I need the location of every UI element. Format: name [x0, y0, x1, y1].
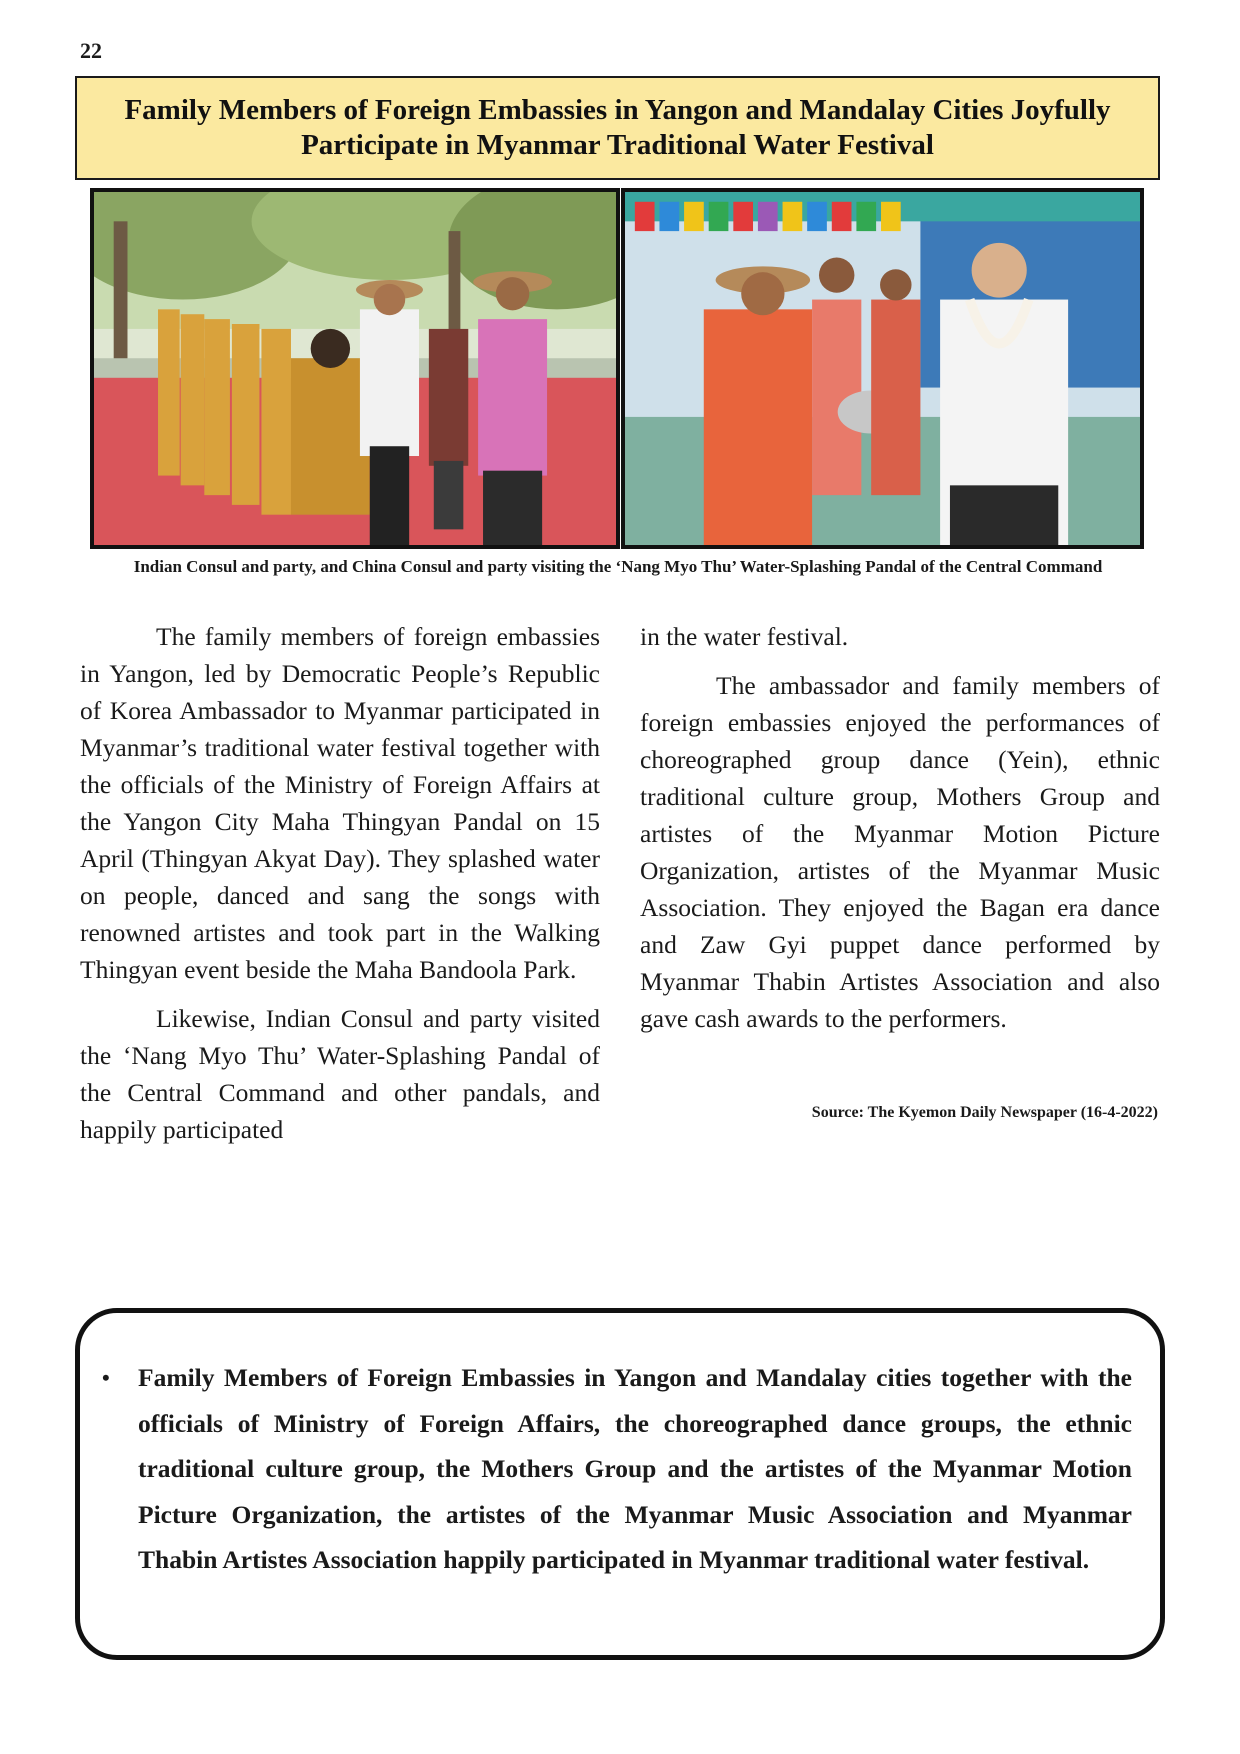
source-citation: Source: The Kyemon Daily Newspaper (16-4-2022)	[811, 1104, 1158, 1121]
paragraph-3: The ambassador and family members of foreign embassies enjoyed the performances of choreographed group dance (Yein), ethnic traditional culture group, Mothers Group and artistes of the Myanmar Motion Picture Organization, artistes of the Myanmar Music Association. They enjoyed the Bagan era dance and Zaw Gyi puppet dance performed by Myanmar Thabin Artistes Association and also gave cash awards to the performers.	[640, 671, 1160, 1033]
title-banner	[75, 76, 1160, 180]
paragraph-1: The family members of foreign embassies in Yangon, led by Democratic People’s Republic of Korea Ambassador to Myanmar participated in Myanmar’s traditional water festival together with the officials of the Ministry of Foreign Affairs at the Yangon City Maha Thingyan Pandal on 15 April (Thingyan Akyat Day). They splashed water on people, danced and sang the songs with renowned artistes and took part in the Walking Thingyan event beside the Maha Bandoola Park.	[80, 622, 600, 984]
article-column-right	[640, 618, 1160, 1049]
photo-china-consul-party	[621, 188, 1144, 549]
page-number: 22	[80, 38, 102, 63]
photo-caption: Indian Consul and party, and China Consul and party visiting the ‘Nang Myo Thu’ Water-Splashing Pandal of the Central Command	[133, 557, 1103, 576]
summary-list	[80, 1313, 1160, 1583]
photo-indian-consul-party	[90, 188, 620, 549]
summary-text: Family Members of Foreign Embassies in Yangon and Mandalay cities together with the officials of Ministry of Foreign Affairs, the choreographed dance groups, the ethnic traditional culture group, the Mothers Group and the artistes of the Myanmar Motion Picture Organization, the artistes of the Myanmar Music Association and Myanmar Thabin Artistes Association happily participated in Myanmar traditional water festival.	[138, 1363, 1132, 1574]
summary-item	[102, 1355, 1132, 1583]
summary-box	[75, 1308, 1165, 1660]
paragraph-2-continuation: in the water festival.	[640, 622, 849, 651]
article-column-left	[80, 618, 600, 1160]
page-title: Family Members of Foreign Embassies in Yangon and Mandalay Cities Joyfully Participate in Myanmar Traditional Water Festival	[124, 94, 1111, 161]
paragraph-2: Likewise, Indian Consul and party visited the ‘Nang Myo Thu’ Water-Splashing Pandal of the Central Command and other pandals, and happily participated	[80, 1004, 600, 1144]
bullet-icon: •	[102, 1365, 110, 1390]
